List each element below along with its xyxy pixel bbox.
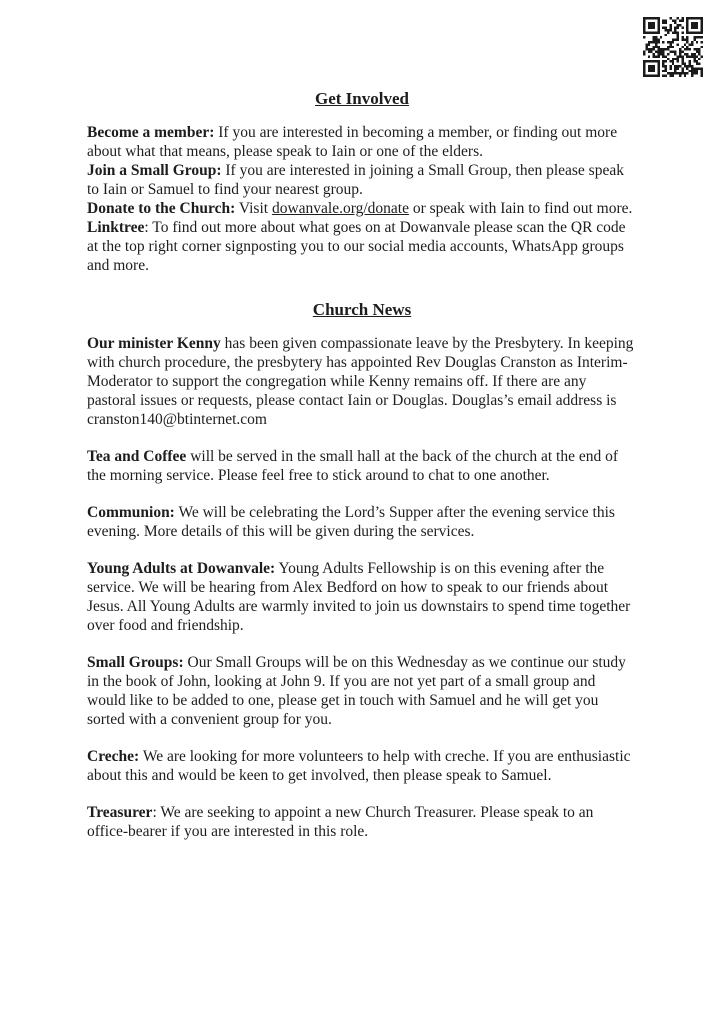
item-donate-to-the-church <box>87 199 637 218</box>
item-body: : To find out more about what goes on at Dowanvale please scan the QR code at the top right corner signposting you to our social media accounts, WhatsApp groups and more. <box>87 219 626 274</box>
para-lead: Young Adults at Dowanvale: <box>87 560 276 577</box>
para-body: We will be celebrating the Lord’s Supper after the evening service this evening. More details of this will be given during the services. <box>87 504 615 540</box>
document-content <box>87 88 637 841</box>
item-body: If you are interested in becoming a member, or finding out more about what that means, please speak to Iain or one of the elders. <box>87 124 618 160</box>
item-body: Visit <box>235 200 272 217</box>
qr-code-icon <box>643 17 703 77</box>
news-young-adults <box>87 559 637 635</box>
news-tea-and-coffee <box>87 447 637 485</box>
para-lead: Small Groups: <box>87 654 184 671</box>
para-lead: Tea and Coffee <box>87 448 187 465</box>
section-heading-get-involved: Get Involved <box>315 89 409 108</box>
news-communion <box>87 503 637 541</box>
item-join-a-small-group <box>87 161 637 199</box>
para-body: : We are seeking to appoint a new Church Treasurer. Please speak to an office-bearer if you are interested in this role. <box>87 804 594 840</box>
para-lead: Our minister Kenny <box>87 335 221 352</box>
section-heading-church-news: Church News <box>312 300 412 319</box>
news-creche <box>87 747 637 785</box>
para-lead: Creche: <box>87 748 140 765</box>
donate-link[interactable]: dowanvale.org/donate <box>271 200 409 217</box>
news-treasurer <box>87 803 637 841</box>
news-minister-kenny <box>87 334 637 429</box>
item-lead: Linktree <box>87 219 145 236</box>
para-lead: Treasurer <box>87 804 153 821</box>
news-small-groups <box>87 653 637 729</box>
para-body: Young Adults Fellowship is on this evening after the service. We will be hearing from Alex Bedford on how to speak to our friends about Jesus. All Young Adults are warmly invited to join us downstairs to spend time together over food and friendship. <box>87 560 631 634</box>
para-body: will be served in the small hall at the back of the church at the end of the morning service. Please feel free to stick around to chat to one another. <box>87 448 619 484</box>
para-body: Our Small Groups will be on this Wednesday as we continue our study in the book of John, looking at John 9. If you are not yet part of a small group and would like to be added to one, please get in touch with Samuel and he will get you sorted with a convenient group for you. <box>87 654 626 728</box>
item-lead: Donate to the Church: <box>87 200 236 217</box>
item-body: If you are interested in joining a Small Group, then please speak to Iain or Samuel to find your nearest group. <box>87 162 624 198</box>
item-lead: Join a Small Group: <box>87 162 222 179</box>
para-body: has been given compassionate leave by the Presbytery. In keeping with church procedure, the presbytery has appointed Rev Douglas Cranston as Interim-Moderator to support the congregation while Kenny remains off. If there are any pastoral issues or requests, please contact Iain or Douglas. Douglas’s email address is cranston140@btinternet.com <box>87 335 634 428</box>
item-body: or speak with Iain to find out more. <box>408 200 633 217</box>
para-lead: Communion: <box>87 504 175 521</box>
para-body: We are looking for more volunteers to help with creche. If you are enthusiastic about this and would be keen to get involved, then please speak to Samuel. <box>87 748 631 784</box>
item-lead: Become a member: <box>87 124 215 141</box>
item-linktree <box>87 218 637 275</box>
get-involved-list <box>87 123 637 275</box>
item-become-a-member <box>87 123 637 161</box>
